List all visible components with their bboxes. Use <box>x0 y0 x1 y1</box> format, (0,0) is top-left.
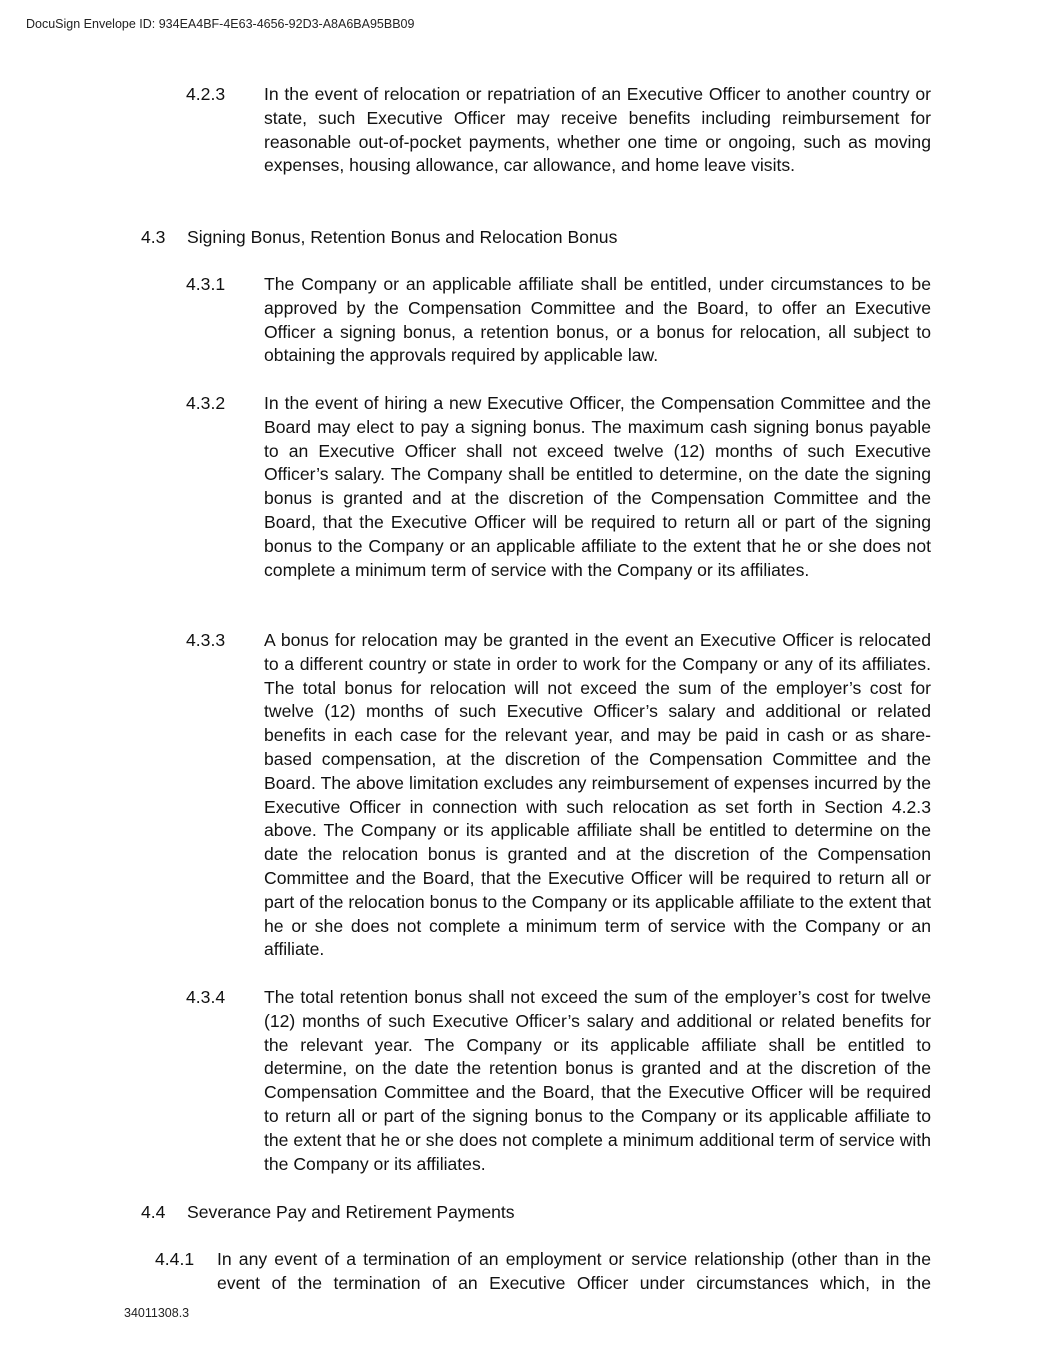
section-number: 4.3.2 <box>186 393 226 413</box>
section-number: 4.3.1 <box>186 274 226 294</box>
section-number: 4.3.3 <box>186 630 226 650</box>
section-text: In the event of relocation or repatriation of an Executive Officer to another country or state, such Executive Officer may receive benefits including reimbursement for reasonable out-of-pocket payments, whether one time or ongoing, such as moving expenses, housing allowance, car allowance, and home leave visits. <box>264 84 931 176</box>
section-number: 4.3.4 <box>186 987 226 1007</box>
section-text: A bonus for relocation may be granted in the event an Executive Officer is relocated to a different country or state in order to work for the Company or any of its affiliates. The total bonus for relocation will not exceed the sum of the employer’s cost for twelve (12) months of such Executive Officer’s salary and additional or related benefits in each case for the relevant year, and may be paid in cash or as share-based compensation, at the discretion of the Compensation Committee and the Board. The above limitation excludes any reimbursement of expenses incurred by the Executive Officer in connection with such relocation as set forth in Section 4.2.3 above. The Company or its applicable affiliate shall be entitled to determine on the date the relocation bonus is granted and at the discretion of the Compensation Committee and the Board, that the Executive Officer will be required to return all or part of the relocation bonus to the Company or its applicable affiliate to the extent that he or she does not complete a minimum term of service with the Company or an affiliate. <box>264 630 931 960</box>
section-title: Severance Pay and Retirement Payments <box>187 1202 515 1222</box>
document-number: 34011308.3 <box>124 1306 190 1320</box>
section-text: In any event of a termination of an employment or service relationship (other than in the event of the termination of an Executive Officer under circumstances which, in the <box>217 1249 931 1293</box>
section-number: 4.4 <box>141 1202 166 1222</box>
section-number: 4.2.3 <box>186 84 226 104</box>
section-number: 4.3 <box>141 227 166 247</box>
section-text: The total retention bonus shall not exceed the sum of the employer’s cost for twelve (12) months of such Executive Officer’s salary and additional or related benefits for the relevant year. The Company or its applicable affiliate shall be entitled to determine, on the date the retention bonus is granted and at the discretion of the Compensation Committee and the Board, that the Executive Officer will be required to return all or part of the signing bonus to the Company or its applicable affiliate to the extent that he or she does not complete a minimum additional term of service with the Company or its affiliates. <box>264 987 931 1174</box>
section-text: The Company or an applicable affiliate shall be entitled, under circumstances to be approved by the Compensation Committee and the Board, to offer an Executive Officer a signing bonus, a retention bonus, or a bonus for relocation, all subject to obtaining the approvals required by applicable law. <box>264 274 931 366</box>
envelope-id: DocuSign Envelope ID: 934EA4BF-4E63-4656-92D3-A8A6BA95BB09 <box>26 17 415 31</box>
section-title: Signing Bonus, Retention Bonus and Relocation Bonus <box>187 227 618 247</box>
section-text: In the event of hiring a new Executive Officer, the Compensation Committee and the Board may elect to pay a signing bonus. The maximum cash signing bonus payable to an Executive Officer shall not exceed twelve (12) months of such Executive Officer’s salary. The Company shall be entitled to determine, on the date the signing bonus is granted and at the discretion of the Compensation Committee and the Board, that the Executive Officer will be required to return all or part of the signing bonus to the Company or an applicable affiliate to the extent that he or she does not complete a minimum term of service with the Company or its affiliates. <box>264 393 931 580</box>
section-number: 4.4.1 <box>155 1249 195 1269</box>
